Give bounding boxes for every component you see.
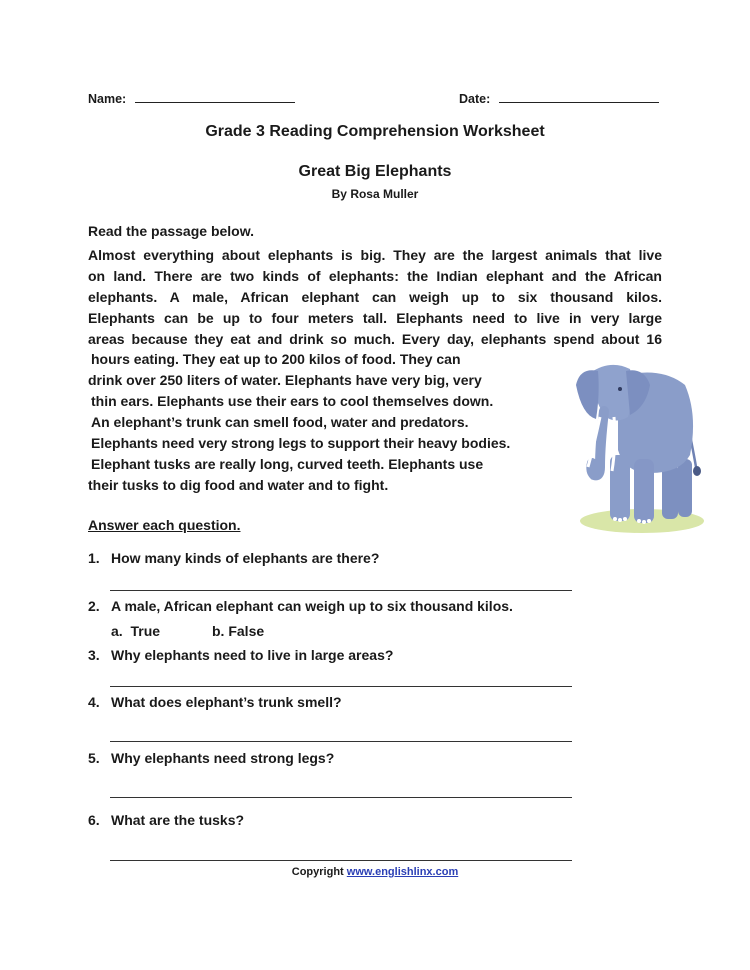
name-field-row <box>88 90 295 108</box>
passage-line: An elephant’s trunk can smell food, water and predators. <box>91 414 469 430</box>
passage-line: Elephant tusks are really long, curved teeth. Elephants use <box>91 456 484 472</box>
passage-paragraph-top <box>88 245 662 350</box>
elephant-illustration-icon <box>570 355 710 535</box>
option-b-text: False <box>228 623 265 639</box>
website-link[interactable]: www.englishlinx.com <box>346 866 459 878</box>
date-input-line[interactable] <box>499 92 659 103</box>
question-2-number: 2. <box>88 598 100 614</box>
answer-line-6[interactable] <box>110 860 572 861</box>
passage-line: Elephants can be up to four meters tall. Elephants need to live in very large <box>88 310 662 326</box>
question-5-number: 5. <box>88 750 100 766</box>
question-6-number: 6. <box>88 812 100 828</box>
passage-line: areas because they eat and drink so much. Every day, elephants spend about 16 <box>88 331 662 347</box>
option-b-label: b. <box>212 623 225 639</box>
copyright-footer <box>0 866 750 878</box>
option-a-label: a. <box>111 623 123 639</box>
option-true[interactable] <box>111 623 160 639</box>
worksheet-title: Grade 3 Reading Comprehension Worksheet <box>205 123 545 140</box>
name-label: Name: <box>88 92 127 106</box>
option-a-text: True <box>130 623 161 639</box>
passage-line: on land. There are two kinds of elephants: the Indian elephant and the African <box>88 268 662 284</box>
answer-line-3[interactable] <box>110 686 572 687</box>
passage-line: thin ears. Elephants use their ears to cool themselves down. <box>91 393 494 409</box>
question-1-text: How many kinds of elephants are there? <box>111 550 380 566</box>
question-1-number: 1. <box>88 550 100 566</box>
passage-line: Elephants need very strong legs to support their heavy bodies. <box>91 435 511 451</box>
copyright-label: Copyright <box>291 866 344 878</box>
answer-line-1[interactable] <box>110 590 572 591</box>
story-byline: By Rosa Muller <box>331 187 419 201</box>
question-2-text: A male, African elephant can weigh up to six thousand kilos. <box>111 598 513 614</box>
answer-line-4[interactable] <box>110 741 572 742</box>
passage-line: hours eating. They eat up to 200 kilos of food. They can <box>91 351 461 367</box>
question-5-text: Why elephants need strong legs? <box>111 750 335 766</box>
question-6-text: What are the tusks? <box>111 812 245 828</box>
passage-instruction: Read the passage below. <box>88 223 254 239</box>
question-4-text: What does elephant’s trunk smell? <box>111 694 342 710</box>
date-label: Date: <box>459 92 491 106</box>
question-4-number: 4. <box>88 694 100 710</box>
option-false[interactable] <box>212 623 264 639</box>
date-field-row <box>459 90 659 108</box>
answer-line-5[interactable] <box>110 797 572 798</box>
passage-line: drink over 250 liters of water. Elephants have very big, very <box>88 372 482 388</box>
questions-header: Answer each question. <box>88 517 241 533</box>
question-3-text: Why elephants need to live in large areas? <box>111 647 394 663</box>
passage-line: elephants. A male, African elephant can weigh up to six thousand kilos. <box>88 289 662 305</box>
story-title: Great Big Elephants <box>298 163 452 180</box>
passage-line: Almost everything about elephants is big. They are the largest animals that live <box>88 247 662 263</box>
passage-line: their tusks to dig food and water and to fight. <box>88 477 389 493</box>
name-input-line[interactable] <box>135 92 295 103</box>
question-3-number: 3. <box>88 647 100 663</box>
